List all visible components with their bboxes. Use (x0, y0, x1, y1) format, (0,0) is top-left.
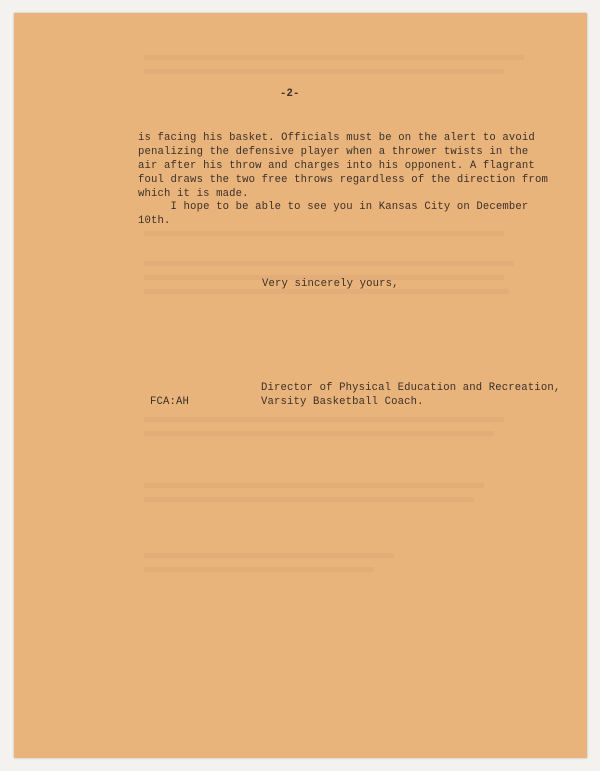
paragraph-1-line: is facing his basket. Officials must be on the alert to avoid (138, 132, 535, 144)
signature-title: Director of Physical Education and Recreation, (261, 382, 561, 394)
show-through-mark (144, 431, 494, 436)
show-through-mark (144, 417, 504, 422)
paragraph-1-line: which it is made. (138, 188, 249, 200)
closing-line: Very sincerely yours, (262, 278, 399, 290)
show-through-mark (144, 69, 504, 74)
page-number: -2- (280, 88, 300, 100)
paragraph-1-line: foul draws the two free throws regardless of the direction from (138, 174, 548, 186)
show-through-mark (144, 567, 374, 572)
paragraph-2-line: 10th. (138, 215, 171, 227)
paragraph-2-line: I hope to be able to see you in Kansas City on December (138, 201, 529, 213)
reference-initials: FCA:AH (150, 396, 190, 408)
show-through-mark (144, 55, 524, 60)
paragraph-1-line: air after his throw and charges into his opponent. A flagrant (138, 160, 535, 172)
show-through-mark (144, 483, 484, 488)
show-through-mark (144, 261, 514, 266)
show-through-mark (144, 497, 474, 502)
show-through-mark (144, 231, 504, 236)
show-through-mark (144, 553, 394, 558)
signature-subtitle: Varsity Basketball Coach. (261, 396, 424, 408)
letter-page (14, 13, 587, 758)
paragraph-1-line: penalizing the defensive player when a thrower twists in the (138, 146, 529, 158)
